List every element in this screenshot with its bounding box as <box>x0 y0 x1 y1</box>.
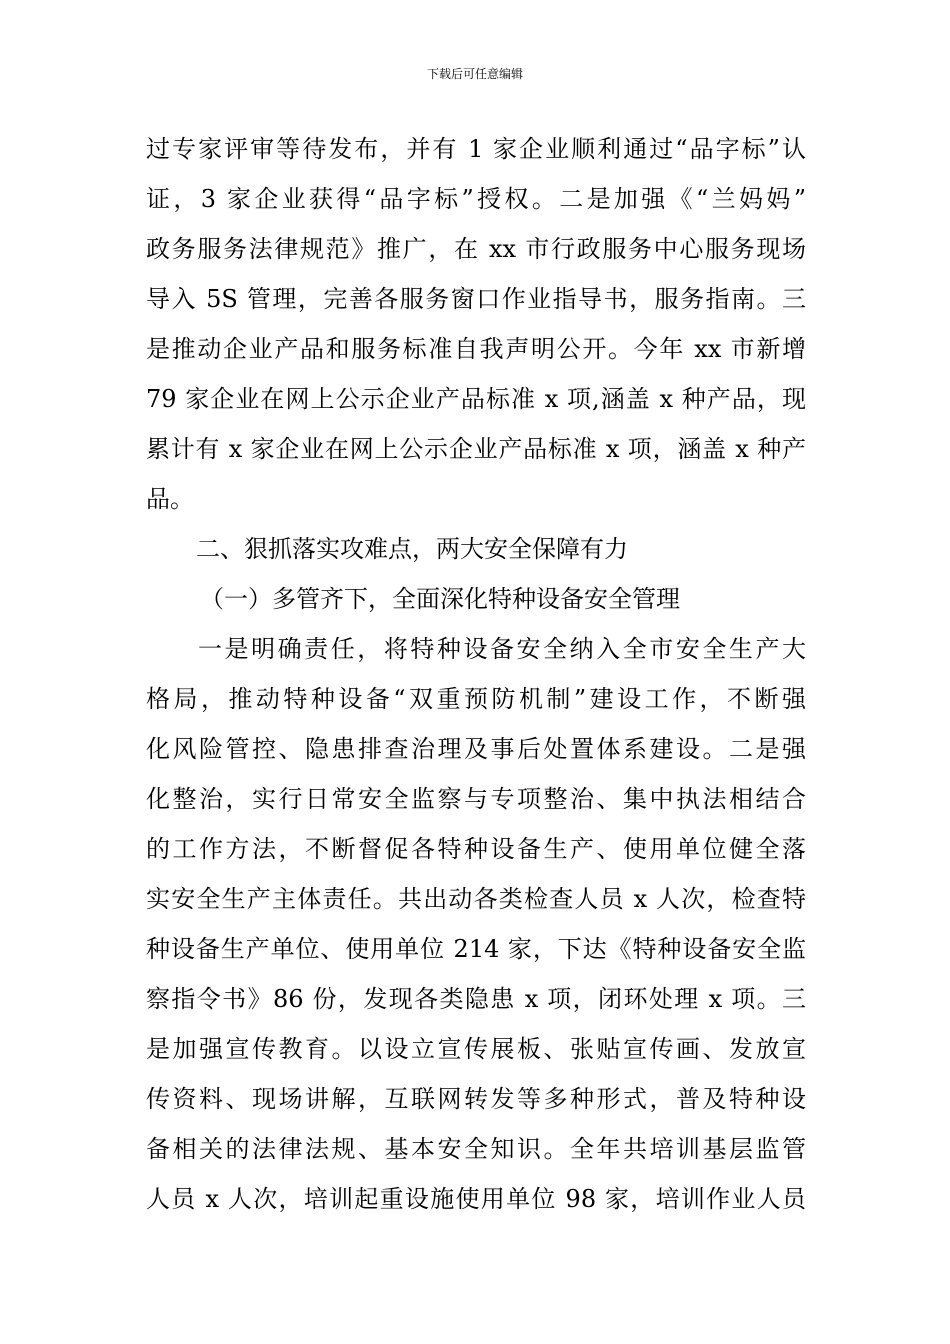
text-line: 过专家评审等待发布，并有 1 家企业顺利通过“品字标”认 <box>146 135 806 163</box>
text-line: 传资料、现场讲解，互联网转发等多种形式，普及特种设 <box>146 1085 806 1113</box>
text-line: 政务服务法律规范》推广，在 xx 市行政服务中心服务现场 <box>146 235 806 263</box>
text-line: 是推动企业产品和服务标准自我声明公开。今年 xx 市新增 <box>146 335 806 363</box>
text-line: 察指令书》86 份，发现各类隐患 x 项，闭环处理 x 项。三 <box>146 985 806 1013</box>
page-header: 下载后可任意编辑 <box>426 67 523 81</box>
text-line: 一是明确责任，将特种设备安全纳入全市安全生产大 <box>198 635 806 663</box>
text-line: 品。 <box>146 485 194 513</box>
text-line: 累计有 x 家企业在网上公示企业产品标准 x 项，涵盖 x 种产 <box>146 435 806 463</box>
text-line: 导入 5S 管理，完善各服务窗口作业指导书，服务指南。三 <box>146 285 806 313</box>
text-line: 化整治，实行日常安全监察与专项整治、集中执法相结合 <box>146 785 806 813</box>
section-heading: 二、狠抓落实攻难点，两大安全保障有力 <box>196 535 628 563</box>
document-body <box>146 124 806 1224</box>
text-line: 的工作方法，不断督促各特种设备生产、使用单位健全落 <box>146 835 806 863</box>
subsection-heading: （一）多管齐下，全面深化特种设备安全管理 <box>200 585 680 613</box>
text-line: 证，3 家企业获得“品字标”授权。二是加强《“兰妈妈” <box>146 185 806 213</box>
text-line: 种设备生产单位、使用单位 214 家，下达《特种设备安全监 <box>146 935 806 963</box>
text-line: 人员 x 人次，培训起重设施使用单位 98 家，培训作业人员 <box>146 1185 806 1213</box>
text-line: 79 家企业在网上公示企业产品标准 x 项,涵盖 x 种产品，现 <box>146 385 806 413</box>
text-line: 实安全生产主体责任。共出动各类检查人员 x 人次，检查特 <box>146 885 806 913</box>
text-line: 格局，推动特种设备“双重预防机制”建设工作，不断强 <box>146 685 806 713</box>
text-line: 是加强宣传教育。以设立宣传展板、张贴宣传画、发放宣 <box>146 1035 806 1063</box>
text-line: 备相关的法律法规、基本安全知识。全年共培训基层监管 <box>146 1135 806 1163</box>
text-line: 化风险管控、隐患排查治理及事后处置体系建设。二是强 <box>146 735 806 763</box>
